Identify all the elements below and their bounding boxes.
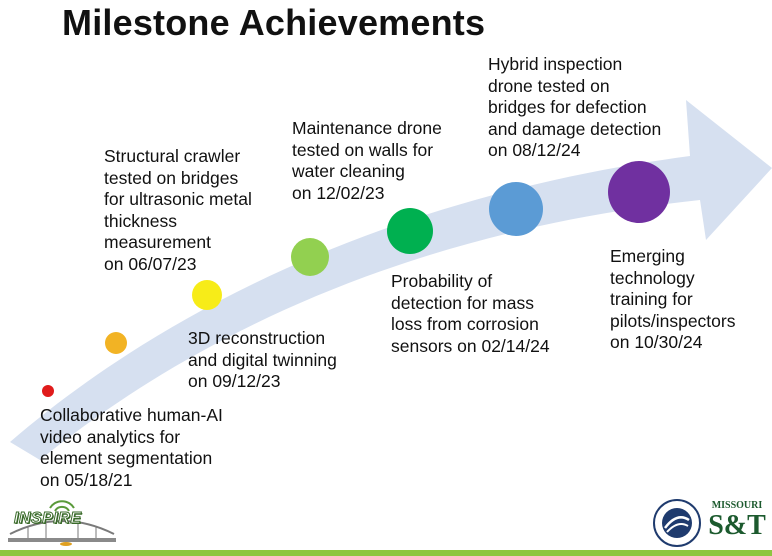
inspire-logo-text: INSPIRE — [14, 510, 82, 527]
footer-bar — [0, 548, 772, 556]
milestone-label-1: Collaborative human-AI video analytics for element segmentation on 05/18/21 — [40, 405, 223, 490]
milestone-label-4: Maintenance drone tested on walls for water cleaning on 12/02/23 — [292, 118, 442, 203]
milestone-label-3: 3D reconstruction and digital twinning on 09/12/23 — [188, 328, 337, 391]
milestone-dot-2 — [105, 332, 127, 354]
dot-seal-icon — [652, 498, 702, 548]
milestone-label-7: Emerging technology training for pilots/inspectors on 10/30/24 — [610, 246, 736, 352]
milestone-dot-4 — [291, 238, 329, 276]
university-logo-top: MISSOURI — [711, 500, 763, 511]
page-title: Milestone Achievements — [62, 2, 486, 43]
university-logo-main: S&T — [708, 510, 766, 541]
milestone-dot-6 — [489, 182, 543, 236]
milestone-dot-5 — [387, 208, 433, 254]
milestone-label-6: Hybrid inspection drone tested on bridges for defection and damage detection on 08/12/24 — [488, 54, 662, 160]
milestone-dot-7 — [608, 161, 670, 223]
milestone-label-5: Probability of detection for mass loss from corrosion sensors on 02/14/24 — [391, 271, 550, 356]
milestone-dot-3 — [192, 280, 222, 310]
milestone-label-2: Structural crawler tested on bridges for ultrasonic metal thickness measurement on 06/07/23 — [104, 146, 252, 274]
milestone-dot-1 — [42, 385, 54, 397]
